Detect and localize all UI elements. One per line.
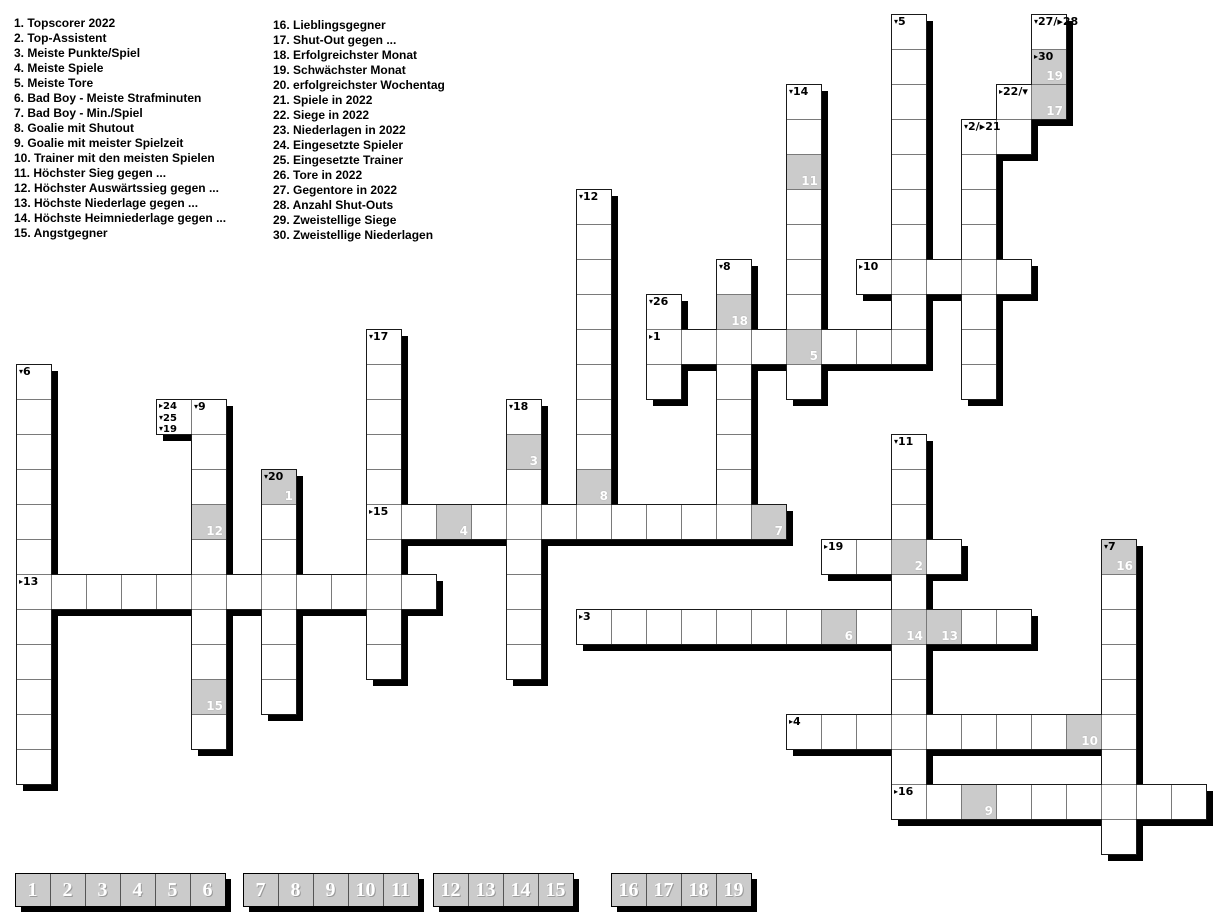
grid-cell[interactable]: [786, 189, 821, 224]
grid-cell[interactable]: [786, 294, 821, 329]
solution-cell-number: 5: [809, 349, 818, 363]
clue-item: 10. Trainer mit den meisten Spielen: [14, 151, 215, 165]
word-number-label: ▸22/▾: [999, 85, 1028, 98]
clue-item: 25. Eingesetzte Trainer: [273, 153, 404, 167]
word-number-label: ▾2/▸21: [964, 120, 1001, 133]
grid-cell[interactable]: [996, 119, 1031, 154]
down-arrow-icon: ▾: [1104, 542, 1109, 551]
down-arrow-icon: ▾: [159, 424, 164, 433]
down-arrow-icon: ▾: [264, 472, 269, 481]
grid-cell[interactable]: [506, 644, 541, 679]
clue-item: 27. Gegentore in 2022: [273, 183, 398, 197]
down-arrow-icon: ▾: [509, 402, 514, 411]
grid-cell[interactable]: [996, 784, 1031, 819]
grid-cell[interactable]: [961, 259, 996, 294]
solution-box[interactable]: 6: [202, 878, 213, 901]
solution-box[interactable]: 18: [688, 878, 709, 901]
solution-cell-number: 14: [906, 629, 923, 643]
grid-cell[interactable]: [401, 574, 436, 609]
grid-cell[interactable]: [16, 609, 51, 644]
word-number-label: ▾6: [19, 365, 31, 378]
solution-box[interactable]: 1: [27, 878, 38, 901]
solution-cell-number: 16: [1116, 559, 1133, 573]
grid-cell[interactable]: [716, 434, 751, 469]
clue-item: 19. Schwächster Monat: [273, 63, 406, 77]
solution-cell-number: 15: [206, 699, 223, 713]
across-arrow-icon: ▸: [859, 262, 864, 271]
clue-item: 1. Topscorer 2022: [14, 16, 116, 30]
grid-cell[interactable]: [891, 224, 926, 259]
word-number-label: ▸4: [789, 715, 801, 728]
grid-cell[interactable]: [191, 644, 226, 679]
grid-cell[interactable]: [891, 259, 926, 294]
clue-item: 29. Zweistellige Siege: [273, 213, 397, 227]
grid-cell[interactable]: [1101, 784, 1136, 819]
word-number-label: ▸19: [824, 540, 844, 553]
word-number-label: ▸13: [19, 575, 39, 588]
grid-cell[interactable]: [16, 714, 51, 749]
clue-item: 6. Bad Boy - Meiste Strafminuten: [14, 91, 202, 105]
grid-cell[interactable]: [261, 644, 296, 679]
grid-cell[interactable]: [1101, 749, 1136, 784]
solution-box[interactable]: 8: [290, 878, 301, 901]
solution-box[interactable]: 9: [325, 878, 336, 901]
word-number-label: ▸16: [894, 785, 914, 798]
grid-cell[interactable]: [296, 574, 331, 609]
grid-cell[interactable]: [961, 224, 996, 259]
grid-cell[interactable]: [786, 364, 821, 399]
grid-cell[interactable]: [1171, 784, 1206, 819]
grid-cell[interactable]: [1136, 784, 1171, 819]
grid-cell[interactable]: [261, 609, 296, 644]
grid-cell[interactable]: [891, 469, 926, 504]
across-arrow-icon: ▸: [159, 401, 164, 410]
grid-cell[interactable]: [716, 504, 751, 539]
grid-cell[interactable]: [366, 539, 401, 574]
grid-cell[interactable]: [821, 329, 856, 364]
grid-cell[interactable]: [366, 399, 401, 434]
solution-cell-number: 4: [459, 524, 468, 538]
grid-cell[interactable]: [891, 329, 926, 364]
down-arrow-icon: ▾: [649, 297, 654, 306]
grid-cell[interactable]: [961, 329, 996, 364]
clue-list-left: [14, 16, 226, 241]
grid-cell[interactable]: [1101, 609, 1136, 644]
solution-box[interactable]: 3: [97, 878, 108, 901]
grid-cell[interactable]: [891, 574, 926, 609]
grid-cell[interactable]: [16, 504, 51, 539]
grid-cell[interactable]: [961, 294, 996, 329]
clue-item: 20. erfolgreichster Wochentag: [273, 78, 445, 92]
word-number-label: ▾11: [894, 435, 914, 448]
grid-cell[interactable]: [121, 574, 156, 609]
grid-cell[interactable]: [191, 539, 226, 574]
grid-cell[interactable]: [786, 224, 821, 259]
grid-cell[interactable]: [16, 399, 51, 434]
across-arrow-icon: ▸: [579, 612, 584, 621]
grid-cell[interactable]: [576, 399, 611, 434]
solution-cell-number: 3: [529, 454, 538, 468]
grid-cell[interactable]: [891, 49, 926, 84]
grid-cell[interactable]: [961, 189, 996, 224]
grid-cell[interactable]: [926, 784, 961, 819]
word-number-label: ▾26: [649, 295, 669, 308]
grid-cell[interactable]: [716, 399, 751, 434]
solution-box[interactable]: 11: [391, 878, 410, 901]
grid-cell[interactable]: [86, 574, 121, 609]
grid-cell[interactable]: [506, 469, 541, 504]
grid-cell[interactable]: [611, 504, 646, 539]
grid-cell[interactable]: [401, 504, 436, 539]
clue-item: 16. Lieblingsgegner: [273, 18, 386, 32]
grid-cell[interactable]: [261, 574, 296, 609]
clue-item: 2. Top-Assistent: [14, 31, 107, 45]
grid-cell[interactable]: [891, 644, 926, 679]
across-arrow-icon: ▸: [369, 507, 374, 516]
grid-cell[interactable]: [471, 504, 506, 539]
solution-box[interactable]: 2: [62, 878, 73, 901]
clue-item: 3. Meiste Punkte/Spiel: [14, 46, 141, 60]
grid-cell[interactable]: [366, 644, 401, 679]
grid-cell[interactable]: [1101, 819, 1136, 854]
grid-cell[interactable]: [226, 574, 261, 609]
down-arrow-icon: ▾: [19, 367, 24, 376]
grid-cell[interactable]: [646, 609, 681, 644]
grid-cell[interactable]: [681, 329, 716, 364]
grid-cell[interactable]: [891, 294, 926, 329]
across-arrow-icon: ▸: [649, 332, 654, 341]
grid-cell[interactable]: [191, 434, 226, 469]
word-number-label: ▾7: [1104, 540, 1116, 553]
grid-cell[interactable]: [156, 574, 191, 609]
word-number-label: ▾9: [194, 400, 206, 413]
down-arrow-icon: ▾: [894, 437, 899, 446]
word-number-label: ▾17: [369, 330, 389, 343]
grid-cell[interactable]: [576, 259, 611, 294]
grid-cell[interactable]: [891, 154, 926, 189]
grid-cell[interactable]: [576, 364, 611, 399]
solution-cell-number: 8: [599, 489, 608, 503]
grid-cell[interactable]: [16, 434, 51, 469]
solution-cell-number: 6: [844, 629, 853, 643]
grid-cell[interactable]: [506, 609, 541, 644]
word-number-label: ▾27/▸28: [1034, 15, 1079, 28]
word-number-label: ▸30: [1034, 50, 1054, 63]
grid-cell[interactable]: [506, 539, 541, 574]
solution-cell-number: 1: [284, 489, 293, 503]
solution-cell-number: 7: [774, 524, 783, 538]
down-arrow-icon: ▾: [159, 412, 164, 422]
grid-cell[interactable]: [576, 294, 611, 329]
grid-cell[interactable]: [576, 504, 611, 539]
across-arrow-icon: ▸: [1034, 52, 1039, 61]
grid-cell[interactable]: [786, 609, 821, 644]
grid-cell[interactable]: [891, 504, 926, 539]
word-number-label: ▾14: [789, 85, 809, 98]
grid-cell[interactable]: [786, 259, 821, 294]
down-arrow-icon: ▾: [719, 262, 724, 271]
solution-box[interactable]: 7: [255, 878, 266, 901]
grid-cell[interactable]: [16, 679, 51, 714]
solution-box[interactable]: 16: [618, 878, 639, 901]
down-arrow-icon: ▾: [369, 332, 374, 341]
solution-cell-number: 19: [1046, 69, 1063, 83]
grid-cell[interactable]: [681, 609, 716, 644]
grid-cell[interactable]: [1031, 714, 1066, 749]
solution-box[interactable]: 14: [510, 878, 531, 901]
grid-cell[interactable]: [856, 539, 891, 574]
clue-item: 14. Höchste Heimniederlage gegen ...: [14, 211, 227, 225]
grid-cell[interactable]: [996, 714, 1031, 749]
clue-item: 7. Bad Boy - Min./Spiel: [14, 106, 143, 120]
clue-item: 17. Shut-Out gegen ...: [273, 33, 397, 47]
grid-cell[interactable]: [926, 539, 961, 574]
grid-cell[interactable]: [191, 714, 226, 749]
grid-cell[interactable]: [366, 434, 401, 469]
grid-cell[interactable]: [1066, 784, 1101, 819]
grid-cell[interactable]: [261, 679, 296, 714]
across-arrow-icon: ▸: [19, 577, 24, 586]
clue-item: 11. Höchster Sieg gegen ...: [14, 166, 167, 180]
grid-cell[interactable]: [331, 574, 366, 609]
grid-cell[interactable]: [1101, 714, 1136, 749]
clue-item: 21. Spiele in 2022: [273, 93, 373, 107]
solution-cell-number: 2: [914, 559, 923, 573]
solution-box[interactable]: 15: [545, 878, 566, 901]
clue-item: 8. Goalie mit Shutout: [14, 121, 135, 135]
solution-box[interactable]: 17: [653, 878, 674, 901]
clue-item: 12. Höchster Auswärtssieg gegen ...: [14, 181, 219, 195]
clue-item: 4. Meiste Spiele: [14, 61, 104, 75]
word-number-label: ▾5: [894, 15, 906, 28]
grid-cell[interactable]: [366, 609, 401, 644]
grid-cell[interactable]: [821, 714, 856, 749]
down-arrow-icon: ▾: [1034, 17, 1039, 26]
word-number-label: ▸1: [649, 330, 661, 343]
grid-cell[interactable]: [1101, 679, 1136, 714]
grid-cell[interactable]: [576, 434, 611, 469]
grid-cell[interactable]: [751, 329, 786, 364]
clue-item: 24. Eingesetzte Spieler: [273, 138, 404, 152]
grid-cell[interactable]: [16, 469, 51, 504]
grid-cell[interactable]: [261, 504, 296, 539]
grid-cell[interactable]: [926, 714, 961, 749]
word-number-label: ▸10: [859, 260, 879, 273]
word-number-label: ▸24 ▾25 ▾19: [159, 401, 177, 435]
down-arrow-icon: ▾: [789, 87, 794, 96]
grid-cell[interactable]: [891, 119, 926, 154]
word-number-label: ▾12: [579, 190, 599, 203]
word-number-label: ▾20: [264, 470, 284, 483]
clue-item: 30. Zweistellige Niederlagen: [273, 228, 434, 242]
word-number-label: ▸3: [579, 610, 591, 623]
grid-cell[interactable]: [16, 539, 51, 574]
grid-cell[interactable]: [191, 609, 226, 644]
across-arrow-icon: ▸: [789, 717, 794, 726]
grid-cell[interactable]: [506, 504, 541, 539]
solution-cell-number: 10: [1081, 734, 1098, 748]
grid-cell[interactable]: [716, 364, 751, 399]
clue-item: 23. Niederlagen in 2022: [273, 123, 406, 137]
solution-box[interactable]: 19: [723, 878, 744, 901]
solution-cell-number: 13: [941, 629, 958, 643]
solution-cell-number: 18: [731, 314, 748, 328]
grid-cell[interactable]: [576, 224, 611, 259]
grid-cell[interactable]: [891, 84, 926, 119]
solution-box[interactable]: 4: [132, 878, 143, 901]
grid-cell[interactable]: [891, 679, 926, 714]
grid-cell[interactable]: [996, 609, 1031, 644]
clue-item: 26. Tore in 2022: [273, 168, 363, 182]
grid-cell[interactable]: [926, 259, 961, 294]
grid-cell[interactable]: [51, 574, 86, 609]
solution-cell-number: 12: [206, 524, 223, 538]
solution-cell-number: 9: [984, 804, 993, 818]
grid-cell[interactable]: [191, 574, 226, 609]
grid-cell[interactable]: [996, 259, 1031, 294]
clue-item: 13. Höchste Niederlage gegen ...: [14, 196, 199, 210]
grid-cell[interactable]: [1101, 644, 1136, 679]
solution-box[interactable]: 13: [475, 878, 496, 901]
grid-cell[interactable]: [506, 574, 541, 609]
grid-cell[interactable]: [891, 714, 926, 749]
grid-cell[interactable]: [16, 644, 51, 679]
clue-list-right: [273, 18, 445, 243]
grid-cell[interactable]: [961, 714, 996, 749]
word-number-label: ▸15: [369, 505, 389, 518]
grid-cell[interactable]: [261, 539, 296, 574]
grid-cell[interactable]: [366, 364, 401, 399]
grid-cell[interactable]: [646, 504, 681, 539]
grid-cell[interactable]: [1031, 784, 1066, 819]
grid-cell[interactable]: [191, 469, 226, 504]
grid-cell[interactable]: [646, 364, 681, 399]
grid-cell[interactable]: [786, 119, 821, 154]
across-arrow-icon: ▸: [894, 787, 899, 796]
word-number-label: ▾18: [509, 400, 529, 413]
grid-cell[interactable]: [366, 469, 401, 504]
solution-cell-number: 17: [1046, 104, 1063, 118]
across-arrow-icon: ▸: [824, 542, 829, 551]
clue-item: 15. Angstgegner: [14, 226, 108, 240]
clue-item: 9. Goalie mit meister Spielzeit: [14, 136, 184, 150]
solution-box[interactable]: 12: [440, 878, 461, 901]
grid-cell[interactable]: [611, 609, 646, 644]
grid-cell[interactable]: [961, 364, 996, 399]
grid-cell[interactable]: [716, 469, 751, 504]
down-arrow-icon: ▾: [579, 192, 584, 201]
solution-box[interactable]: 5: [167, 878, 178, 901]
grid-cell[interactable]: [716, 609, 751, 644]
down-arrow-icon: ▾: [964, 122, 969, 131]
solution-box[interactable]: 10: [355, 878, 376, 901]
clue-item: 22. Siege in 2022: [273, 108, 370, 122]
grid-cell[interactable]: [16, 749, 51, 784]
grid-cell[interactable]: [961, 609, 996, 644]
down-arrow-icon: ▾: [894, 17, 899, 26]
down-arrow-icon: ▾: [194, 402, 199, 411]
grid-cell[interactable]: [856, 609, 891, 644]
grid-cell[interactable]: [751, 609, 786, 644]
clue-item: 18. Erfolgreichster Monat: [273, 48, 418, 62]
clue-item: 28. Anzahl Shut-Outs: [273, 198, 394, 212]
grid-cell[interactable]: [856, 714, 891, 749]
across-arrow-icon: ▸: [999, 87, 1004, 96]
word-number-label: ▾8: [719, 260, 731, 273]
clue-item: 5. Meiste Tore: [14, 76, 94, 90]
grid-cell[interactable]: [1101, 574, 1136, 609]
grid-cell[interactable]: [576, 329, 611, 364]
grid-cell[interactable]: [681, 504, 716, 539]
solution-cell-number: 11: [801, 174, 818, 188]
grid-cell[interactable]: [366, 574, 401, 609]
grid-cell[interactable]: [891, 749, 926, 784]
grid-cell[interactable]: [961, 154, 996, 189]
grid-cell[interactable]: [716, 329, 751, 364]
grid-cell[interactable]: [856, 329, 891, 364]
grid-cell[interactable]: [891, 189, 926, 224]
grid-cell[interactable]: [541, 504, 576, 539]
